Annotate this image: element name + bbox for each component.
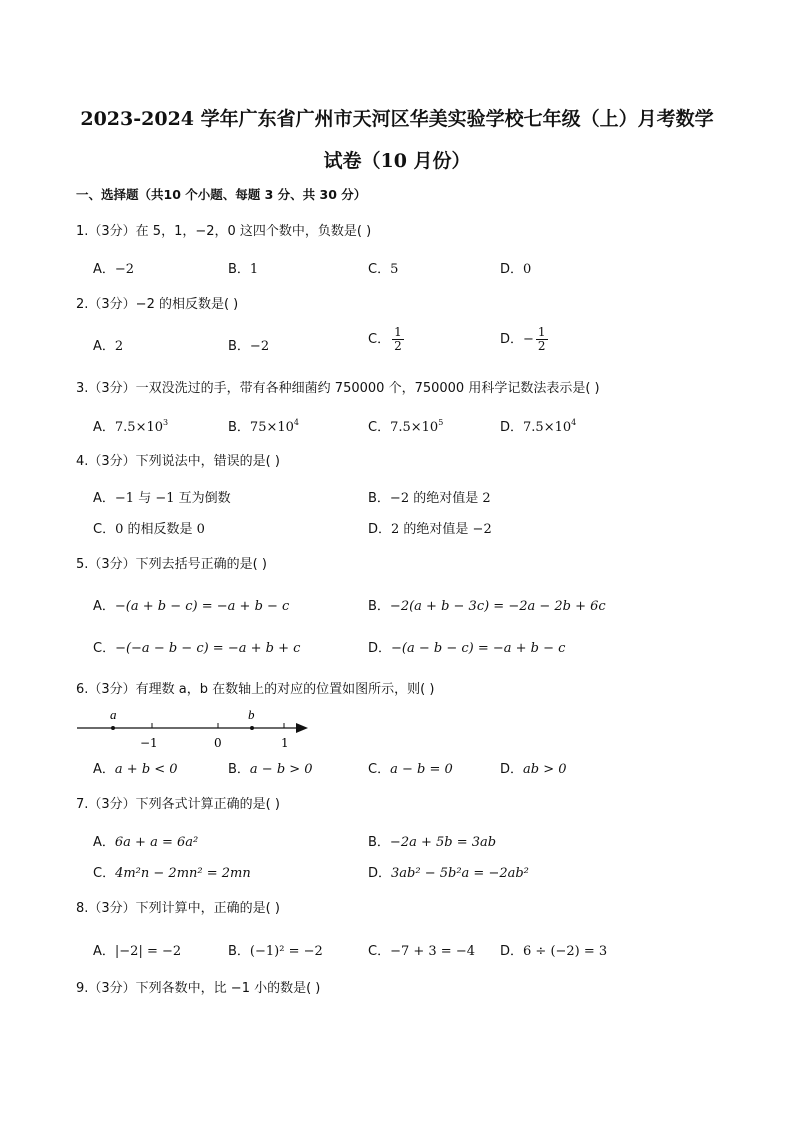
q4-option-c[interactable]: C．0 的相反数是 0 <box>93 522 205 537</box>
arrow-right-icon <box>296 723 308 733</box>
q6-option-b[interactable]: B．a − b > 0 <box>228 762 313 777</box>
q3-option-c[interactable]: C．$7.5\times 10^5$ <box>368 418 444 435</box>
q6-option-d[interactable]: D．ab > 0 <box>500 762 567 777</box>
q8-option-a[interactable]: A．|−2| = −2 <box>93 944 182 959</box>
q1-option-c[interactable]: C．5 <box>368 262 399 277</box>
tick-label-0: 0 <box>214 736 222 750</box>
point-b-dot <box>250 726 254 730</box>
q1-option-b[interactable]: B．1 <box>228 262 259 277</box>
q2-option-b[interactable]: B．−2 <box>228 339 270 354</box>
q8-option-b[interactable]: B．(−1)² = −2 <box>228 944 323 959</box>
q1-option-d[interactable]: D．0 <box>500 262 532 277</box>
point-b-label: b <box>248 707 255 722</box>
q2-option-d[interactable]: D．− $\frac{1}{2}$ <box>500 325 546 353</box>
q5-option-d[interactable]: D．−(a − b − c) = −a + b − c <box>368 641 566 656</box>
q5-option-b[interactable]: B．−2(a + b − 3c) = −2a − 2b + 6c <box>368 599 606 614</box>
number-line-figure <box>72 702 322 752</box>
question-1-stem: 1.（3分）在 5，1，−2，0 这四个数中，负数是( ) <box>76 224 372 239</box>
question-2-stem: 2.（3分）−2 的相反数是( ) <box>76 297 239 312</box>
point-a-dot <box>111 726 115 730</box>
q7-option-a[interactable]: A．6a + a = 6a² <box>93 835 199 850</box>
tick-label-1: 1 <box>281 736 289 750</box>
tick-label-neg1: −1 <box>140 736 158 750</box>
point-a-label: a <box>110 707 117 722</box>
q5-option-c[interactable]: C．−(−a − b − c) = −a + b + c <box>93 641 301 656</box>
q7-option-b[interactable]: B．−2a + 5b = 3ab <box>368 835 497 850</box>
q7-option-d[interactable]: D．3ab² − 5b²a = −2ab² <box>368 866 529 881</box>
q8-option-c[interactable]: C．−7 + 3 = −4 <box>368 944 475 959</box>
question-6-stem: 6.（3分）有理数 a，b 在数轴上的对应的位置如图所示，则( ) <box>76 682 435 697</box>
q4-option-d[interactable]: D．2 的绝对值是 −2 <box>368 522 492 537</box>
question-5-stem: 5.（3分）下列去括号正确的是( ) <box>76 557 267 572</box>
q1-option-a[interactable]: A．−2 <box>93 262 135 277</box>
question-7-stem: 7.（3分）下列各式计算正确的是( ) <box>76 797 280 812</box>
q3-option-b[interactable]: B．$75\times 10^4$ <box>228 418 299 435</box>
q7-option-c[interactable]: C．4m²n − 2mn² = 2mn <box>93 866 251 881</box>
question-8-stem: 8.（3分）下列计算中，正确的是( ) <box>76 901 280 916</box>
q4-option-b[interactable]: B．−2 的绝对值是 2 <box>368 491 491 506</box>
q6-option-c[interactable]: C．a − b = 0 <box>368 762 453 777</box>
question-4-stem: 4.（3分）下列说法中，错误的是( ) <box>76 454 280 469</box>
page-title-line2: 试卷（10 月份） <box>323 150 471 172</box>
q8-option-d[interactable]: D．6 ÷ (−2) = 3 <box>500 944 608 959</box>
q2-option-a[interactable]: A．2 <box>93 339 124 354</box>
question-9-stem: 9.（3分）下列各数中，比 −1 小的数是( ) <box>76 981 321 996</box>
q6-option-a[interactable]: A．a + b < 0 <box>93 762 178 777</box>
q3-option-d[interactable]: D．$7.5\times 10^4$ <box>500 418 577 435</box>
fraction-half-negative: $\frac{1}{2}$ <box>537 325 546 353</box>
fraction-half: $\frac{1}{2}$ <box>394 325 402 353</box>
page-title-line1: 2023-2024 学年广东省广州市天河区华美实验学校七年级（上）月考数学 <box>80 108 714 130</box>
section-heading: 一、选择题（共10 个小题、每题 3 分、共 30 分） <box>76 187 367 202</box>
question-3-stem: 3.（3分）一双没洗过的手，带有各种细菌约 750000 个，750000 用科学记数法表示是( ) <box>76 381 600 396</box>
q5-option-a[interactable]: A．−(a + b − c) = −a + b − c <box>93 599 290 614</box>
q3-option-a[interactable]: A．$7.5\times 10^3$ <box>93 418 169 435</box>
q4-option-a[interactable]: A．−1 与 −1 互为倒数 <box>93 491 231 506</box>
q2-option-c[interactable]: C． $\frac{1}{2}$ <box>368 325 402 353</box>
